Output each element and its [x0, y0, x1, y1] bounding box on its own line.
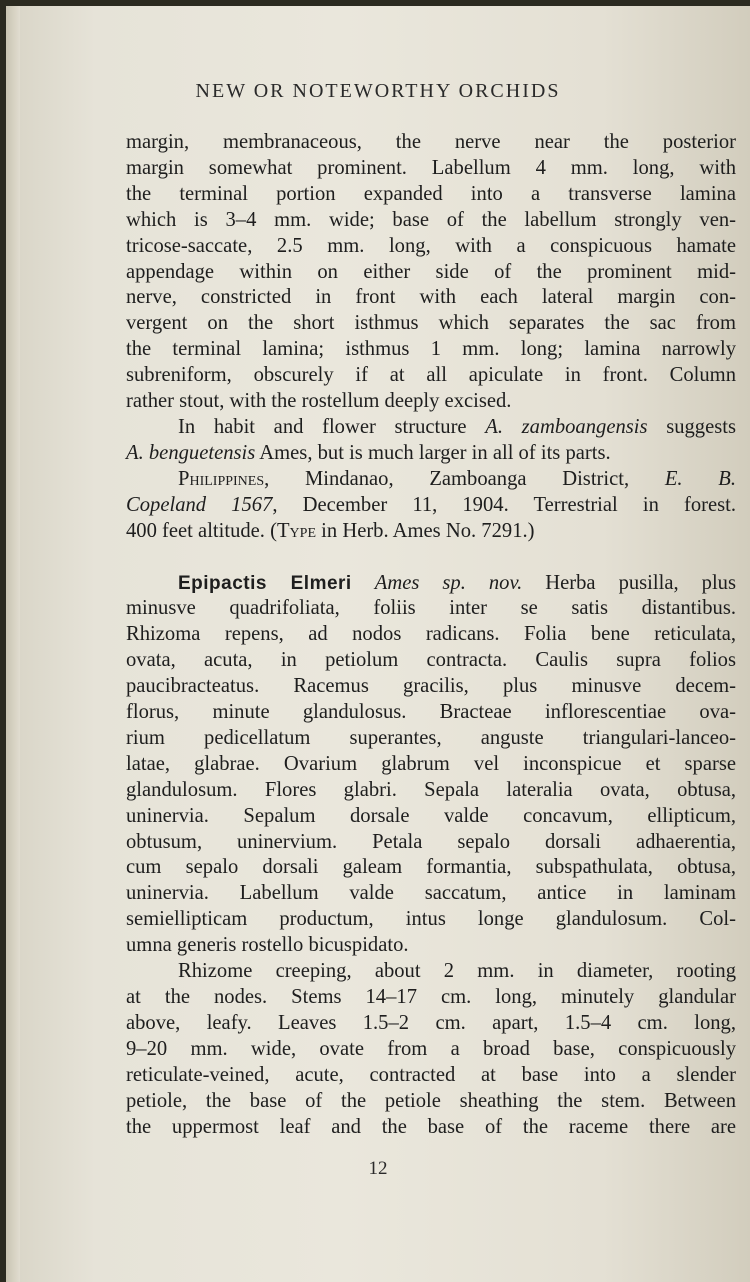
paragraph-english-description [126, 959, 736, 1140]
text-line: petiole, the base of the petiole sheathing the stem. Between [126, 1089, 736, 1112]
text-line: In habit and flower structure A. zamboangensis suggests [178, 415, 736, 438]
text-line: subreniform, obscurely if at all apiculate in front. Column [126, 364, 736, 387]
text-line: vergent on the short isthmus which separates the sac from [126, 312, 736, 335]
running-header: NEW OR NOTEWORTHY ORCHIDS [195, 80, 561, 102]
species-authority: Ames sp. nov. [374, 571, 523, 594]
text-line: minusve quadrifoliata, foliis inter se satis distantibus. [126, 597, 736, 620]
text-line: margin, membranaceous, the nerve near the posterior [126, 131, 736, 153]
paragraph-comparison [126, 415, 736, 467]
text-line: umna generis rostello bicuspidato. [126, 934, 409, 957]
text-line: Rhizoma repens, ad nodos radicans. Folia bene reticulata, [126, 623, 736, 646]
text-line: which is 3–4 mm. wide; base of the labellum strongly ven- [126, 208, 736, 231]
paragraph-latin-description [126, 571, 736, 960]
text-line: latae, glabrae. Ovarium glabrum vel inconspicue et sparse [126, 752, 736, 775]
text-line: nerve, constricted in front with each lateral margin con- [126, 286, 736, 309]
text-line: Rhizome creeping, about 2 mm. in diameter, rooting [178, 960, 736, 983]
species-heading: Epipactis Elmeri [178, 572, 352, 594]
text-line: obtusum, uninervium. Petala sepalo dorsali adhaerentia, [126, 830, 736, 853]
paragraph-description-end [126, 130, 736, 415]
text-line: Epipactis Elmeri Ames sp. nov. Herba pusilla, plus [178, 571, 736, 594]
text-line: the terminal lamina; isthmus 1 mm. long; lamina narrowly [126, 338, 736, 361]
page-gutter [6, 6, 20, 1282]
text-line: semiellipticam productum, intus longe glandulosum. Col- [126, 908, 736, 931]
text-line: Philippines, Mindanao, Zamboanga District, E. B. [178, 467, 736, 490]
text-line: uninervia. Sepalum dorsale valde concavum, ellipticum, [126, 804, 736, 827]
page-number: 12 [368, 1158, 388, 1179]
text-line: rium pedicellatum superantes, anguste triangulari-lanceo- [126, 726, 736, 749]
text-line: appendage within on either side of the prominent mid- [126, 260, 736, 283]
text-line: 400 feet altitude. (Type in Herb. Ames No. 7291.) [126, 519, 535, 542]
text-line: at the nodes. Stems 14–17 cm. long, minutely glandular [126, 986, 736, 1008]
text-line: the terminal portion expanded into a transverse lamina [126, 182, 736, 205]
text-line: Copeland 1567, December 11, 1904. Terrestrial in forest. [126, 493, 736, 516]
species-name: A. zamboangensis [485, 415, 648, 438]
book-page [6, 6, 750, 1282]
text-line: tricose-saccate, 2.5 mm. long, with a conspicuous hamate [126, 234, 736, 257]
paragraph-locality [126, 467, 736, 545]
text-line: glandulosum. Flores glabri. Sepala lateralia ovata, obtusa, [126, 778, 736, 801]
text-line: 9–20 mm. wide, ovate from a broad base, conspicuously [126, 1037, 736, 1060]
text-line: reticulate-veined, acute, contracted at base into a slender [126, 1063, 736, 1086]
body-text [126, 130, 736, 1140]
text-line: the uppermost leaf and the base of the raceme there are [126, 1115, 736, 1138]
text-line: florus, minute glandulosus. Bracteae inflorescentiae ova- [126, 701, 736, 724]
text-line: uninervia. Labellum valde saccatum, antice in laminam [126, 882, 736, 905]
text-line: rather stout, with the rostellum deeply excised. [126, 390, 512, 413]
text-line: A. benguetensis Ames, but is much larger in all of its parts. [126, 441, 611, 464]
text-line: cum sepalo dorsali galeam formantia, subspathulata, obtusa, [126, 856, 736, 879]
collector-number: Copeland 1567 [126, 493, 273, 516]
locality-country: Philippines [178, 467, 265, 490]
text-line: ovata, acuta, in petiolum contracta. Caulis supra folios [126, 649, 736, 672]
text-line: paucibracteatus. Racemus gracilis, plus minusve decem- [126, 675, 736, 698]
species-name: A. benguetensis [126, 441, 256, 464]
text-line: margin somewhat prominent. Labellum 4 mm. long, with [126, 156, 736, 179]
text-line: above, leafy. Leaves 1.5–2 cm. apart, 1.5–4 cm. long, [126, 1011, 736, 1034]
